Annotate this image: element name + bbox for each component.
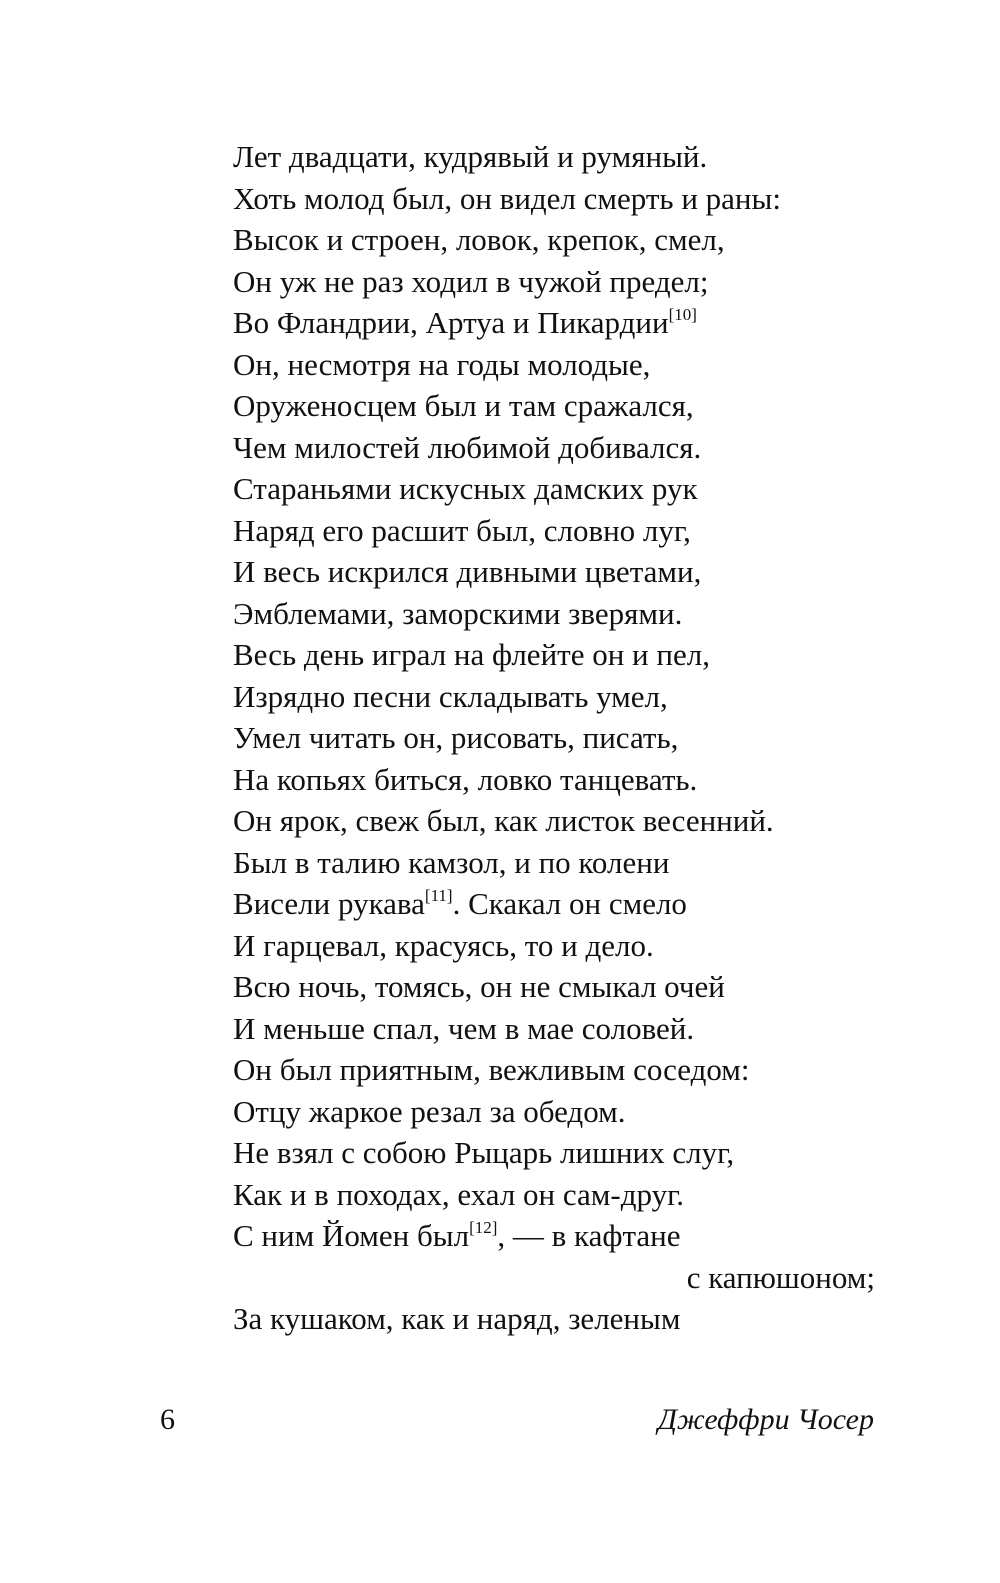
poem-line: Наряд его расшит был, словно луг, — [233, 512, 691, 548]
poem-line: За кушаком, как и наряд, зеленым — [233, 1301, 681, 1336]
poem-line-continuation: с капюшоном; — [686, 1259, 875, 1295]
poem-line: Оруженосцем был и там сражался, — [233, 388, 694, 423]
poem-line: Не взял с собою Рыцарь лишних слуг, — [233, 1135, 735, 1170]
poem-line: Хоть молод был, он видел смерть и раны: — [233, 180, 781, 216]
footnote-reference[interactable]: [10] — [668, 304, 697, 324]
running-author: Джеффри Чосер — [657, 1403, 874, 1436]
poem-line: Лет двадцати, кудрявый и румяный. — [233, 139, 708, 174]
poem-line: Стараньями искусных дамских рук — [233, 471, 698, 506]
poem-line: Во Фландрии, Артуа и Пикардии[10] — [233, 304, 697, 340]
poem-line: На копьях биться, ловко танцевать. — [233, 761, 698, 797]
poem-line: С ним Йомен был[12], — в кафтане — [233, 1217, 681, 1253]
poem-line: И весь искрился дивными цветами, — [233, 554, 702, 589]
poem-line: Умел читать он, рисовать, писать, — [233, 720, 679, 755]
footnote-reference[interactable]: [12] — [469, 1217, 498, 1237]
page-footer — [0, 1403, 1000, 1443]
poem-line: И гарцевал, красуясь, то и дело. — [233, 927, 654, 963]
poem-line: Отцу жаркое резал за обедом. — [233, 1093, 626, 1129]
poem-line: Был в талию камзол, и по колени — [233, 844, 670, 880]
poem-text — [233, 136, 883, 1340]
page-number: 6 — [160, 1403, 175, 1436]
poem-line: Высок и строен, ловок, крепок, смел, — [233, 222, 725, 257]
poem-line: Он, несмотря на годы молодые, — [233, 346, 651, 382]
poem-line: Как и в походах, ехал он сам-друг. — [233, 1176, 685, 1212]
poem-line: Всю ночь, томясь, он не смыкал очей — [233, 969, 725, 1004]
poem-line: Чем милостей любимой добивался. — [233, 429, 702, 465]
poem-line: Он уж не раз ходил в чужой предел; — [233, 263, 709, 299]
poem-line: Висели рукава[11]. Скакал он смело — [233, 885, 687, 921]
poem-line: Эмблемами, заморскими зверями. — [233, 595, 683, 631]
poem-line: Он был приятным, вежливым соседом: — [233, 1052, 750, 1087]
poem-line: Весь день играл на флейте он и пел, — [233, 637, 710, 672]
poem-line: И меньше спал, чем в мае соловей. — [233, 1010, 695, 1046]
poem-line: Он ярок, свеж был, как листок весенний. — [233, 803, 774, 838]
poem-line: Изрядно песни складывать умел, — [233, 678, 668, 714]
footnote-reference[interactable]: [11] — [424, 885, 453, 905]
